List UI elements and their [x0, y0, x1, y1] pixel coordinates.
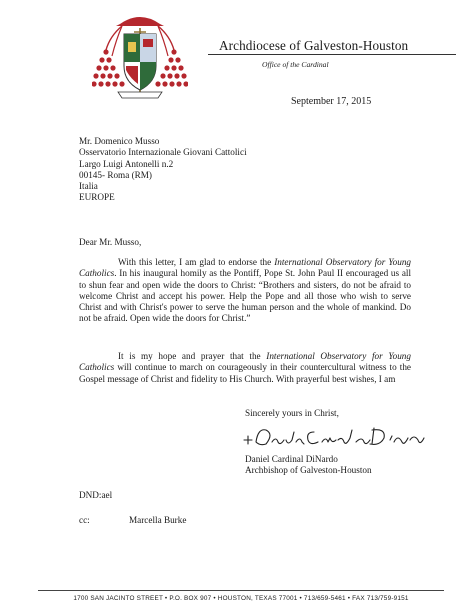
- recipient-address: [79, 136, 247, 204]
- body-paragraph-1: [79, 257, 411, 325]
- office-name: Office of the Cardinal: [262, 60, 329, 69]
- signer-block: [245, 454, 372, 477]
- typist-initials: DND:ael: [79, 490, 113, 500]
- cc-line: [79, 515, 187, 525]
- address-line: Largo Luigi Antonelli n.2: [79, 158, 174, 169]
- closing: Sincerely yours in Christ,: [245, 408, 339, 418]
- paragraph-text: With this letter, I am glad to endorse the: [118, 257, 275, 267]
- organization-title-italic: International Observatory for Young Catholics: [79, 257, 412, 279]
- paragraph-text: will continue to march on courageously in their countercultural witness to the Gospel message of Christ and fidelity to His Church. With prayerful best wishes, I am: [79, 362, 411, 384]
- signer-name: Daniel Cardinal DiNardo: [245, 454, 338, 464]
- signer-title: Archbishop of Galveston-Houston: [245, 465, 372, 476]
- letter-date: September 17, 2015: [291, 96, 372, 107]
- organization-title-italic: International Observatory for Young Catholics: [79, 351, 411, 373]
- cc-name: Marcella Burke: [129, 515, 187, 525]
- letterhead-divider: [208, 54, 456, 55]
- cardinal-coat-of-arms-icon: [92, 6, 188, 106]
- footer-address: 1700 SAN JACINTO STREET • P.O. BOX 907 • HOUSTON, TEXAS 77001 • 713/659-5461 • FAX 713/759-9151: [73, 595, 409, 602]
- address-line: Italia: [79, 181, 98, 192]
- address-line: Osservatorio Internazionale Giovani Cattolici: [79, 147, 247, 158]
- organization-name: Archdiocese of Galveston-Houston: [219, 38, 409, 53]
- footer-divider: [38, 590, 444, 591]
- cc-label: cc:: [79, 515, 90, 525]
- paragraph-text: It is my hope and prayer that the: [118, 351, 267, 361]
- address-line: 00145- Roma (RM): [79, 169, 152, 180]
- address-line: EUROPE: [79, 192, 115, 203]
- handwritten-signature-icon: [238, 418, 428, 452]
- address-line: Mr. Domenico Musso: [79, 136, 160, 146]
- paragraph-text: . In his inaugural homily as the Pontiff, Pope St. John Paul II encouraged us all to shun fear and open wide the doors to Christ: “Brothers and sisters, do not be afraid to welcome Christ and accept his power. Help the Pope and all those who wish to serve Christ and with Christ's power to serve the human person and the whole of mankind. Do not be afraid. Open wide the doors for Christ.”: [79, 268, 411, 324]
- salutation: Dear Mr. Musso,: [79, 237, 142, 247]
- body-paragraph-2: [79, 351, 411, 385]
